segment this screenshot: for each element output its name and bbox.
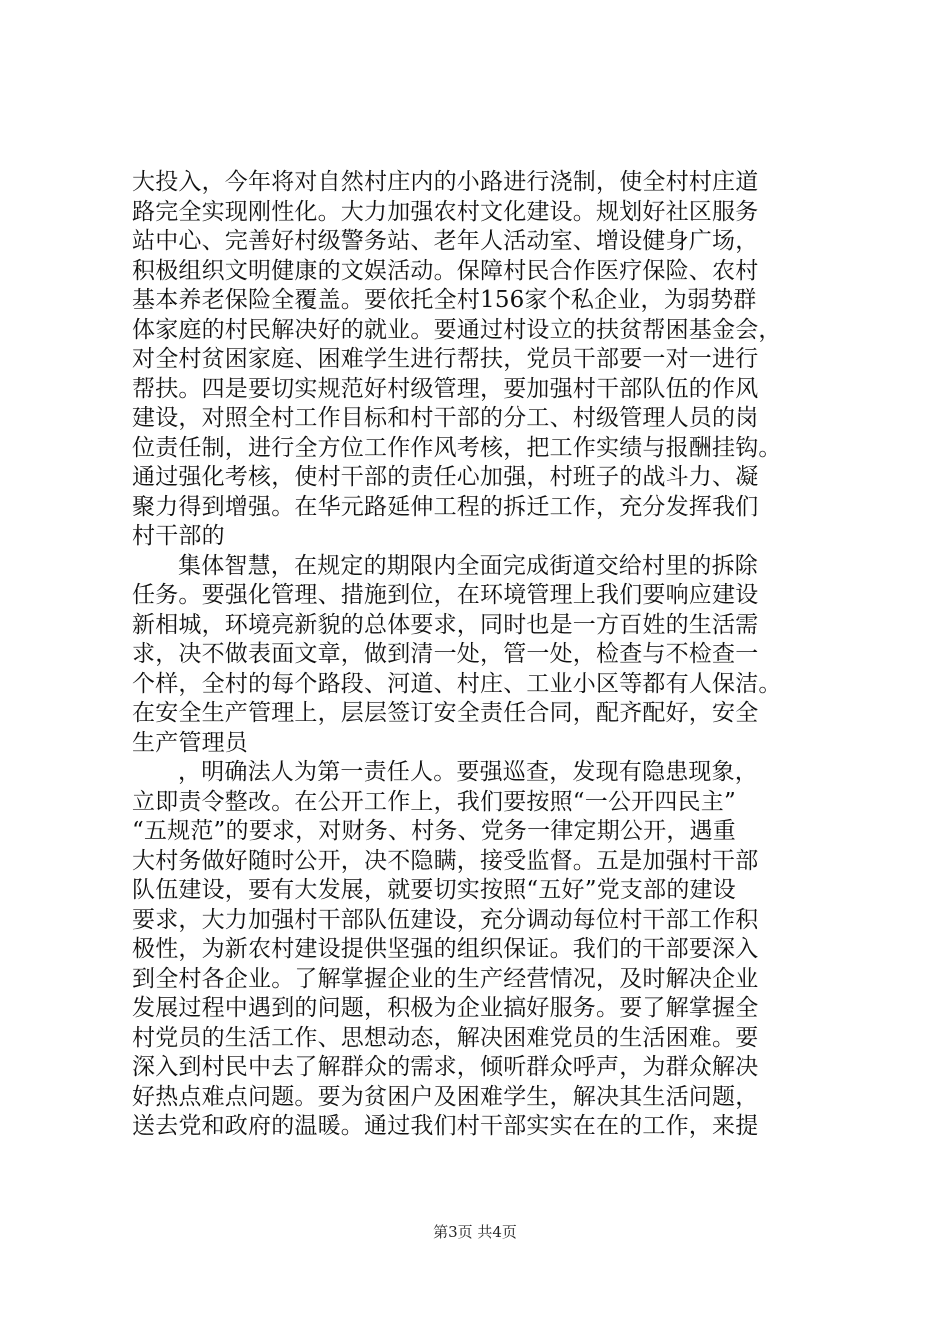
text-line: 位责任制，进行全方位工作作风考核，把工作实绩与报酬挂钩。 — [132, 434, 782, 461]
paragraph-first-line: 集体智慧，在规定的期限内全面完成街道交给村里的拆除 — [178, 552, 758, 579]
text-line: 建设，对照全村工作目标和村干部的分工、村级管理人员的岗 — [132, 405, 759, 431]
text-line: 村干部的 — [132, 523, 225, 549]
text-line: 大村务做好随时公开，决不隐瞒，接受监督。五是加强村干部 — [132, 847, 759, 874]
text-line: 立即责令整改。在公开工作上，我们要按照“一公开四民主” — [132, 788, 736, 815]
text-line: 村党员的生活工作、思想动态，解决困难党员的生活困难。要 — [132, 1024, 759, 1051]
text-line: 任务。要强化管理、措施到位，在环境管理上我们要响应建设 — [132, 582, 759, 608]
text-line: 个样，全村的每个路段、河道、村庄、工业小区等都有人保洁。 — [132, 670, 782, 697]
text-line: 要求，大力加强村干部队伍建设，充分调动每位村干部工作积 — [132, 906, 759, 933]
text-line: 积极组织文明健康的文娱活动。保障村民合作医疗保险、农村 — [132, 257, 759, 284]
text-line: 大投入，今年将对自然村庄内的小路进行浇制，使全村村庄道 — [132, 169, 759, 195]
text-line: 好热点难点问题。要为贫困户及困难学生，解决其生活问题， — [132, 1083, 759, 1110]
text-line: 基本养老保险全覆盖。要依托全村156家个私企业，为弱势群 — [132, 287, 757, 313]
page-footer: 第3页 共4页 — [433, 1223, 517, 1241]
text-line: 深入到村民中去了解群众的需求，倾听群众呼声，为群众解决 — [132, 1054, 759, 1080]
text-line: 极性，为新农村建设提供坚强的组织保证。我们的干部要深入 — [132, 936, 759, 962]
text-line: 发展过程中遇到的问题，积极为企业搞好服务。要了解掌握全 — [132, 995, 759, 1021]
text-line: 通过强化考核，使村干部的责任心加强，村班子的战斗力、凝 — [132, 464, 759, 490]
text-line: 新相城，环境亮新貌的总体要求，同时也是一方百姓的生活需 — [132, 611, 759, 638]
text-line: 生产管理员 — [132, 729, 248, 756]
body-text — [132, 168, 832, 1142]
text-line: 聚力得到增强。在华元路延伸工程的拆迁工作，充分发挥我们 — [132, 493, 759, 520]
text-line: 在安全生产管理上，层层签订安全责任合同，配齐配好，安全 — [132, 700, 759, 726]
text-line: 体家庭的村民解决好的就业。要通过村设立的扶贫帮困基金会， — [132, 316, 782, 343]
text-line: 站中心、完善好村级警务站、老年人活动室、增设健身广场， — [132, 228, 759, 254]
text-line: 队伍建设，要有大发展，就要切实按照“五好”党支部的建设 — [132, 877, 736, 903]
text-line: “五规范”的要求，对财务、村务、党务一律定期公开，遇重 — [132, 818, 736, 844]
text-line: 求，决不做表面文章，做到清一处，管一处，检查与不检查一 — [132, 641, 759, 667]
text-line: 路完全实现刚性化。大力加强农村文化建设。规划好社区服务 — [132, 198, 759, 225]
text-line: 帮扶。四是要切实规范好村级管理，要加强村干部队伍的作风 — [132, 375, 759, 402]
paragraph-first-line: ，明确法人为第一责任人。要强巡查，发现有隐患现象， — [178, 759, 758, 785]
text-line: 对全村贫困家庭、困难学生进行帮扶，党员干部要一对一进行 — [132, 346, 759, 372]
text-line: 到全村各企业。了解掌握企业的生产经营情况，及时解决企业 — [132, 965, 759, 992]
text-line: 送去党和政府的温暖。通过我们村干部实实在在的工作，来提 — [132, 1113, 759, 1139]
